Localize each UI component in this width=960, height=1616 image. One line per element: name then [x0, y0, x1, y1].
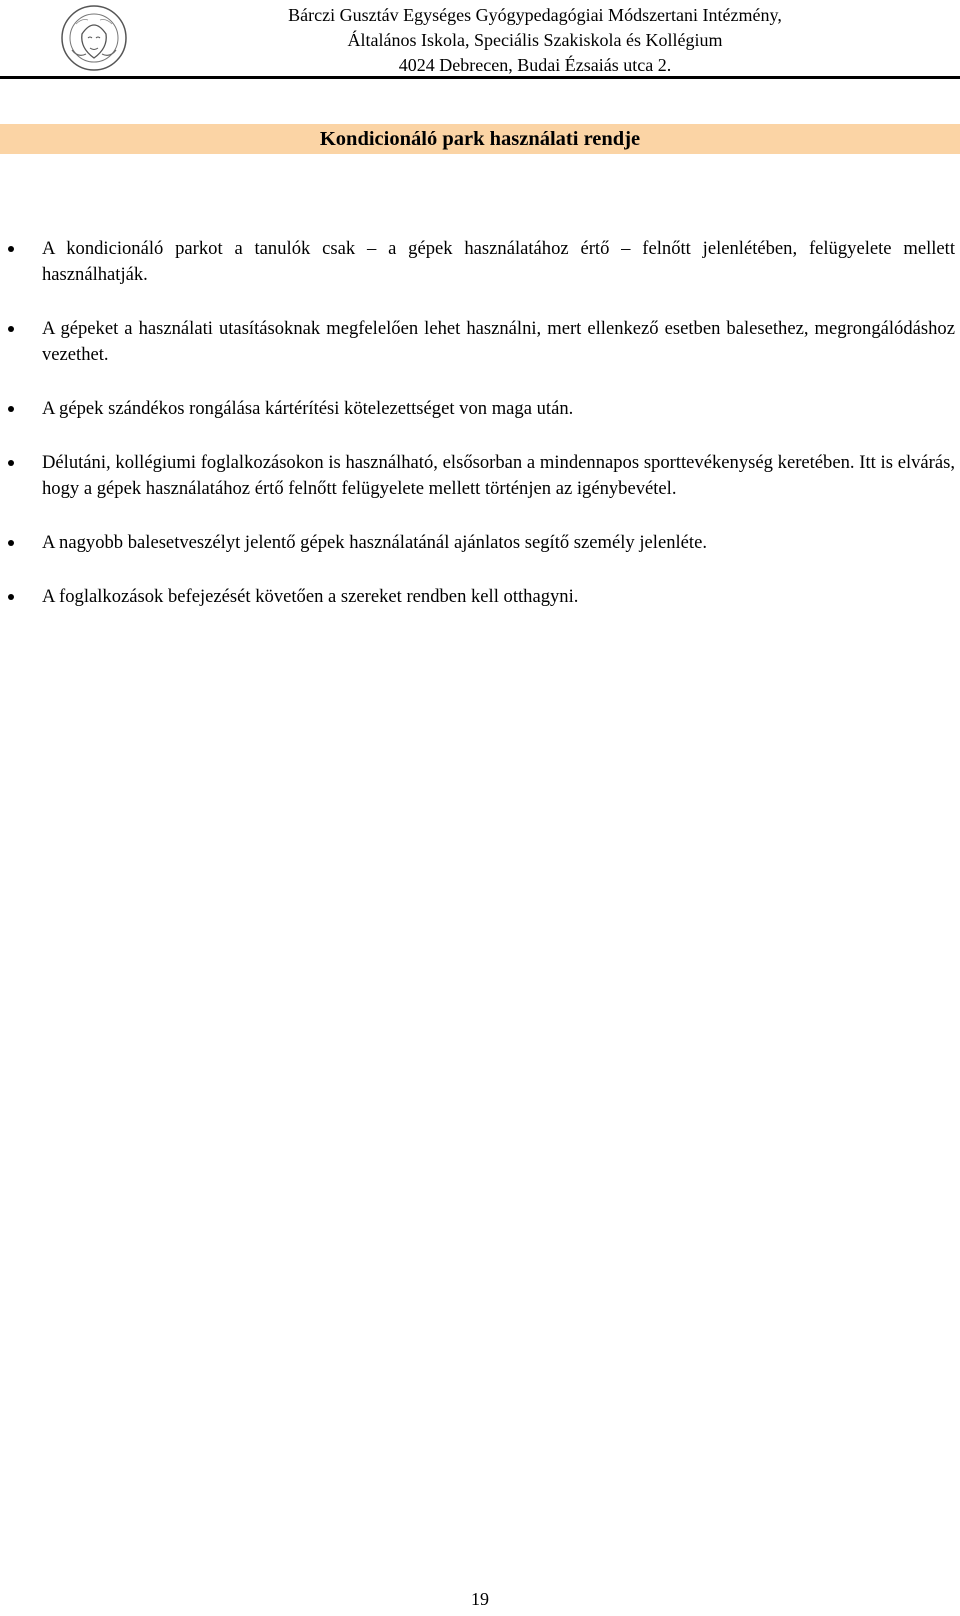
- bullet-icon: [8, 540, 14, 546]
- bullet-icon: [8, 460, 14, 466]
- list-item: [0, 396, 960, 422]
- list-item: [0, 236, 960, 288]
- document-title: Kondicionáló park használati rendje: [0, 124, 960, 154]
- rules-list: [0, 236, 960, 638]
- list-item: [0, 450, 960, 502]
- list-item: [0, 530, 960, 556]
- school-emblem-icon: [58, 4, 130, 72]
- list-item-text: A nagyobb balesetveszélyt jelentő gépek használatánál ajánlatos segítő személy jelenléte.: [42, 532, 707, 553]
- bullet-icon: [8, 326, 14, 332]
- bullet-icon: [8, 594, 14, 600]
- list-item: [0, 584, 960, 610]
- list-item-text: A kondicionáló parkot a tanulók csak – a gépek használatához értő – felnőtt jelenlétében, felügyelete mellett használhatják.: [42, 238, 955, 285]
- bullet-icon: [8, 246, 14, 252]
- institution-address: 4024 Debrecen, Budai Ézsaiás utca 2.: [398, 55, 672, 75]
- bullet-icon: [8, 406, 14, 412]
- page-header: [0, 0, 960, 80]
- institution-name-line2: Általános Iskola, Speciális Szakiskola és Kollégium: [347, 30, 723, 50]
- institution-name-line1: Bárczi Gusztáv Egységes Gyógypedagógiai Módszertani Intézmény,: [288, 5, 782, 25]
- list-item-text: A foglalkozások befejezését követően a szereket rendben kell otthagyni.: [42, 586, 579, 607]
- list-item-text: Délutáni, kollégiumi foglalkozásokon is használható, elsősorban a mindennapos sporttevékenység keretében. Itt is elvárás, hogy a gépek használatához értő felnőtt felügyelete mellett történjen az igénybevétel.: [42, 452, 955, 499]
- page-number: 19: [471, 1589, 489, 1609]
- header-divider: [0, 76, 960, 79]
- list-item-text: A gépeket a használati utasításoknak megfelelően lehet használni, mert ellenkező esetben balesethez, megrongálódáshoz vezethet.: [42, 318, 955, 365]
- list-item: [0, 316, 960, 368]
- institution-info: [150, 3, 920, 78]
- list-item-text: A gépek szándékos rongálása kártérítési kötelezettséget von maga után.: [42, 398, 574, 419]
